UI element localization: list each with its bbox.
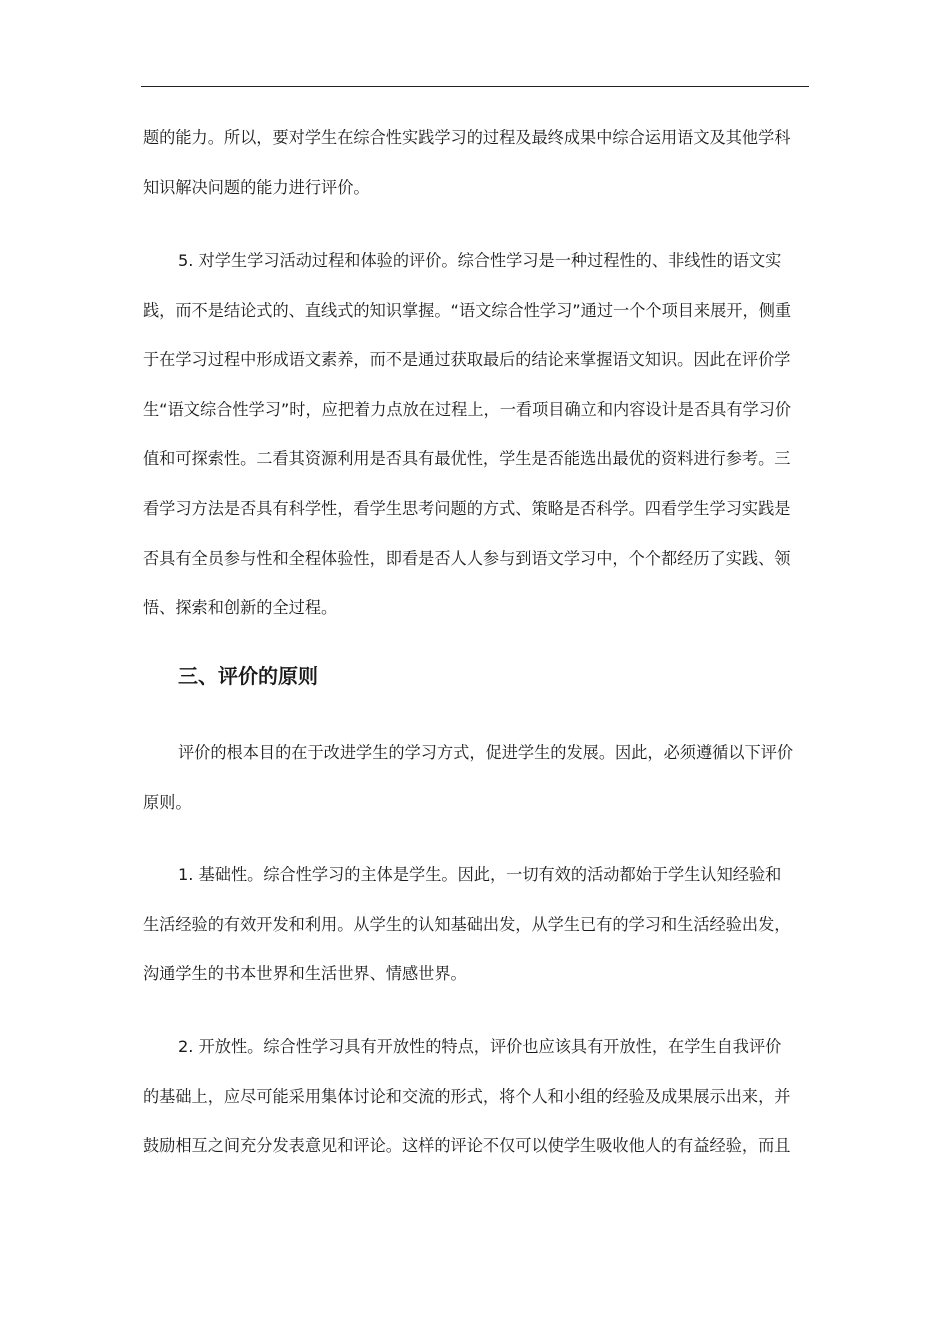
paragraph-line: 知识解决问题的能力进行评价。 — [143, 177, 370, 197]
paragraph-line: 1. 基础性。综合性学习的主体是学生。因此，一切有效的活动都始于学生认知经验和 — [178, 865, 782, 884]
paragraph-line: 沟通学生的书本世界和生活世界、情感世界。 — [143, 964, 467, 984]
paragraph-line: 题的能力。所以，要对学生在综合性实践学习的过程及最终成果中综合运用语文及其他学科 — [143, 128, 791, 147]
paragraph-line: 悟、探索和创新的全过程。 — [143, 598, 338, 618]
paragraph-line: 践，而不是结论式的、直线式的知识掌握。“语文综合性学习”通过一个个项目来展开，侧重 — [143, 300, 792, 320]
paragraph-line: 原则。 — [143, 792, 192, 812]
paragraph-2 — [143, 236, 813, 633]
paragraph-line: 的基础上，应尽可能采用集体讨论和交流的形式，将个人和小组的经验及成果展示出来，并 — [143, 1086, 791, 1106]
paragraph-5 — [143, 1022, 813, 1171]
header-rule — [141, 86, 809, 87]
paragraph-line: 鼓励相互之间充分发表意见和评论。这样的评论不仅可以使学生吸收他人的有益经验，而且 — [143, 1136, 791, 1156]
paragraph-line: 否具有全员参与性和全程体验性，即看是否人人参与到语文学习中，个个都经历了实践、领 — [143, 548, 791, 568]
section-heading: 三、评价的原则 — [178, 664, 318, 688]
paragraph-4 — [143, 850, 813, 999]
paragraph-line: 生活经验的有效开发和利用。从学生的认知基础出发，从学生已有的学习和生活经验出发， — [143, 914, 791, 934]
paragraph-3 — [143, 728, 813, 827]
paragraph-line: 5. 对学生学习活动过程和体验的评价。综合性学习是一种过程性的、非线性的语文实 — [178, 251, 782, 270]
paragraph-line: 看学习方法是否具有科学性，看学生思考问题的方式、策略是否科学。四看学生学习实践是 — [143, 498, 791, 518]
paragraph-line: 于在学习过程中形成语文素养，而不是通过获取最后的结论来掌握语文知识。因此在评价学 — [143, 350, 791, 370]
paragraph-line: 评价的根本目的在于改进学生的学习方式，促进学生的发展。因此，必须遵循以下评价 — [178, 743, 794, 762]
paragraph-line: 2. 开放性。综合性学习具有开放性的特点，评价也应该具有开放性，在学生自我评价 — [178, 1037, 782, 1056]
paragraph-line: 生“语文综合性学习”时，应把着力点放在过程上，一看项目确立和内容设计是否具有学习价 — [143, 399, 792, 419]
paragraph-line: 值和可探索性。二看其资源利用是否具有最优性，学生是否能选出最优的资料进行参考。三 — [143, 449, 791, 469]
paragraph-1 — [143, 113, 813, 212]
